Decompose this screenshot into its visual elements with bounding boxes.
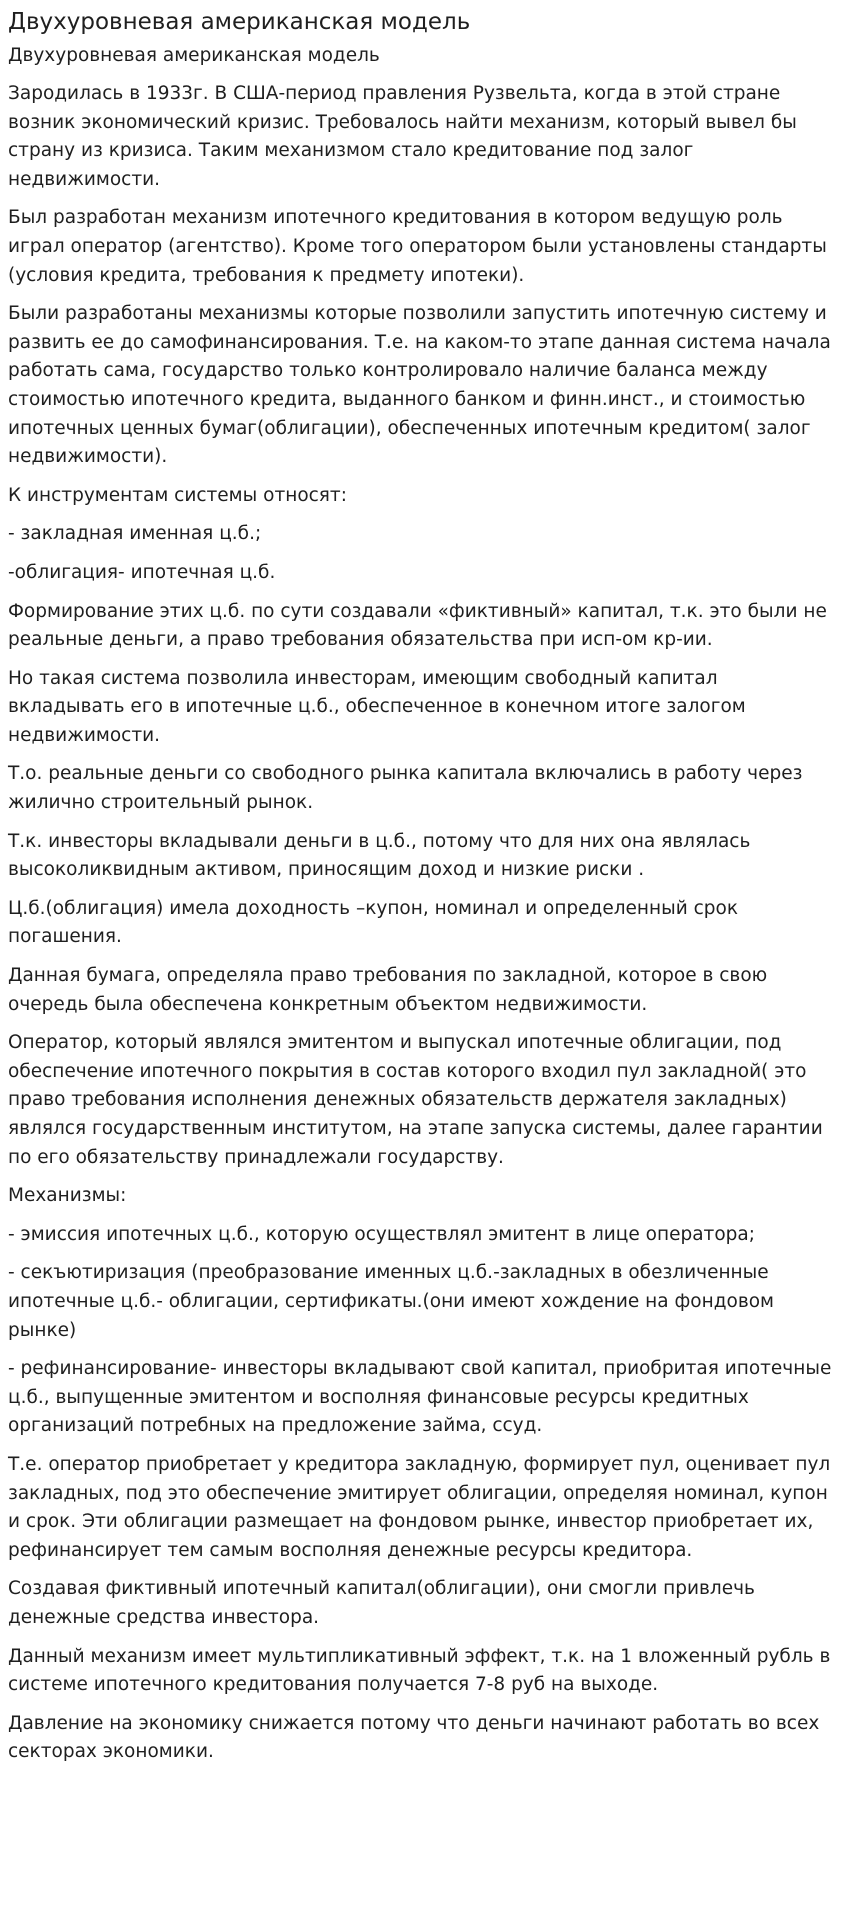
paragraph-attract-funds: Создавая фиктивный ипотечный капитал(облигации), они смогли привлечь денежные средства инвестора. <box>8 1578 755 1628</box>
paragraph-real-money: Т.о. реальные деньги со свободного рынка капитала включались в работу через жилично строительный рынок. <box>8 763 803 814</box>
paragraph-bond-yield: Ц.б.(облигация) имела доходность –купон, номинал и определенный срок погашения. <box>8 897 739 948</box>
page-title: Двухуровневая американская модель <box>8 9 471 35</box>
list-item-emission: - эмиссия ипотечных ц.б., которую осуществлял эмитент в лице оператора; <box>8 1223 755 1245</box>
paragraph-claim-right: Данная бумага, определяла право требования по закладной, которое в свою очередь была обеспечена конкретным объектом недвижимости. <box>8 965 768 1015</box>
paragraph-origin: Зародилась в 1933г. В США-период правления Рузвельта, когда в этой стране возник экономический кризис. Требовалось найти механизм, который вывел бы страну из кризиса. Таким механизмом стало кредитование под залог недвижимости. <box>8 83 797 190</box>
list-item-mortgage-bond: -облигация- ипотечная ц.б. <box>8 561 276 583</box>
paragraph-process: Т.е. оператор приобретает у кредитора закладную, формирует пул, оценивает пул закладных, под это обеспечение эмитирует облигации, определяя номинал, купон и срок. Эти облигации размещает на фондовом рынке, инвестор приобретает их, рефинансирует тем самым восполняя денежные ресурсы кредитора. <box>8 1453 831 1561</box>
list-item-mortgage-note: - закладная именная ц.б.; <box>8 523 262 545</box>
paragraph-operator-role: Был разработан механизм ипотечного кредитования в котором ведущую роль играл оператор (агентство). Кроме того оператором были установлены стандарты (условия кредита, требования к предмету ипотеки). <box>8 207 827 286</box>
page-subtitle: Двухуровневая американская модель <box>8 45 380 66</box>
paragraph-multiplier: Данный механизм имеет мультипликативный эффект, т.к. на 1 вложенный рубль в системе ипотечного кредитования получается 7-8 руб на выходе. <box>8 1645 831 1696</box>
paragraph-liquidity: Т.к. инвесторы вкладывали деньги в ц.б., потому что для них она являлась высоколиквидным активом, приносящим доход и низкие риски . <box>8 830 751 881</box>
paragraph-pressure: Давление на экономику снижается потому что деньги начинают работать во всех секторах экономики. <box>8 1712 820 1763</box>
list-item-refinancing: - рефинансирование- инвесторы вкладывают свой капитал, приобритая ипотечные ц.б., выпущенные эмитентом и восполняя финансовые ресурсы кредитных организаций потребных на предложение займа, ссуд. <box>8 1358 832 1437</box>
paragraph-fictitious-capital: Формирование этих ц.б. по сути создавали «фиктивный» капитал, т.к. это были не реальные деньги, а право требования обязательства при исп-ом кр-ии. <box>8 600 827 651</box>
paragraph-mechanisms-heading: Механизмы: <box>8 1185 127 1207</box>
paragraph-issuer: Оператор, который являлся эмитентом и выпускал ипотечные облигации, под обеспечение ипотечного покрытия в состав которого входил пул закладной( это право требования исполнения денежных обязательств держателя закладных) являлся государственным институтом, на этапе запуска системы, далее гарантии по его обязательству принадлежали государству. <box>8 1032 823 1168</box>
paragraph-self-financing: Были разработаны механизмы которые позволили запустить ипотечную систему и развить ее до самофинансирования. Т.е. на каком-то этапе данная система начала работать сама, государство только контролировало наличие баланса между стоимостью ипотечного кредита, выданного банком и финн.инст., и стоимостью ипотечных ценных бумаг(облигации), обеспеченных ипотечным кредитом( залог недвижимости). <box>8 303 831 468</box>
paragraph-investors: Но такая система позволила инвесторам, имеющим свободный капитал вкладывать его в ипотечные ц.б., обеспеченное в конечном итоге залогом недвижимости. <box>8 667 746 746</box>
list-item-securitization: - секъютиризация (преобразование именных ц.б.-закладных в обезличенные ипотечные ц.б.- облигации, сертификаты.(они имеют хождение на фондовом рынке) <box>8 1262 774 1341</box>
paragraph-instruments-heading: К инструментам системы относят: <box>8 484 347 506</box>
